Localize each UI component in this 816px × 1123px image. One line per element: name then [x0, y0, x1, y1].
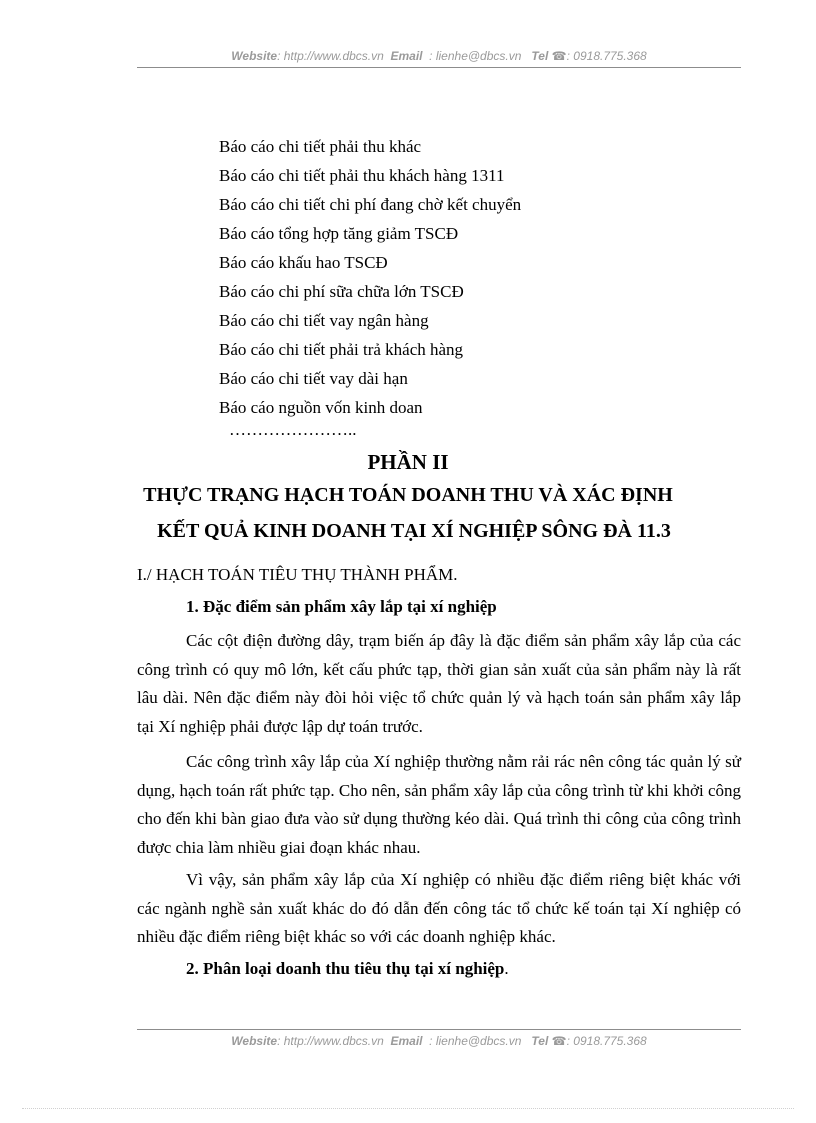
- header-email-value: : lienhe@dbcs.vn: [429, 49, 522, 63]
- list-item: Báo cáo khấu hao TSCĐ: [219, 253, 388, 272]
- list-item: Báo cáo chi phí sữa chữa lớn TSCĐ: [219, 282, 464, 301]
- section-heading: I./ HẠCH TOÁN TIÊU THỤ THÀNH PHẨM.: [137, 565, 458, 584]
- header-website-value: : http://www.dbcs.vn: [277, 49, 384, 63]
- paragraph-3: [137, 866, 741, 952]
- list-item: Báo cáo chi tiết vay dài hạn: [219, 369, 408, 388]
- header-tel-value: : 0918.775.368: [566, 49, 647, 63]
- report-list: [219, 132, 521, 422]
- page-footer: [137, 1029, 741, 1060]
- subsection-heading-1: 1. Đặc điểm sản phẩm xây lắp tại xí nghiệp: [186, 597, 497, 616]
- list-item: Báo cáo chi tiết chi phí đang chờ kết chuyển: [219, 195, 522, 214]
- footer-tel-label: Tel: [531, 1034, 549, 1048]
- header-website-label: Website: [231, 49, 278, 63]
- page-header: [137, 49, 741, 68]
- list-item: Báo cáo chi tiết vay ngân hàng: [219, 311, 429, 330]
- list-item: Báo cáo nguồn vốn kinh doan: [219, 398, 423, 417]
- footer-tel-value: : 0918.775.368: [566, 1034, 647, 1048]
- footer-email-label: Email: [390, 1034, 423, 1048]
- list-item: Báo cáo chi tiết phải trả khách hàng: [219, 340, 464, 359]
- paragraph-2: [137, 748, 741, 863]
- list-item: Báo cáo tổng hợp tăng giảm TSCĐ: [219, 224, 459, 243]
- page-bottom-divider: [22, 1108, 794, 1109]
- paragraph-1-text: Các cột điện đường dây, trạm biến áp đây là đặc điểm sản phẩm xây lắp của các công trình có quy mô lớn, kết cấu phức tạp, thời gian sản xuất của sản phẩm này là rất lâu dài. Nên đặc điểm này đòi hỏi việc tổ chức quản lý và hạch toán sản phẩm xây lắp tại Xí nghiệp phải được lập dự toán trước.: [137, 631, 741, 737]
- list-ellipsis: …………………..: [229, 420, 357, 439]
- paragraph-2-text: Các công trình xây lắp của Xí nghiệp thường nằm rải rác nên công tác quản lý sử dụng, hạch toán rất phức tạp. Cho nên, sản phẩm xây lắp của công trình từ khi khởi công cho đến khi bàn giao đưa vào sử dụng thường kéo dài. Quá trình thi công của công trình được chia làm nhiều giai đoạn khác nhau.: [137, 752, 741, 858]
- paragraph-3-text: Vì vậy, sản phẩm xây lắp của Xí nghiệp có nhiều đặc điểm riêng biệt khác với các ngành nghề sản xuất khác do đó dẫn đến công tác tổ chức kế toán tại Xí nghiệp có nhiều đặc điểm riêng biệt khác so với các doanh nghiệp khác.: [137, 870, 741, 947]
- subsection-heading-2: [186, 959, 509, 979]
- main-title-line-2: KẾT QUẢ KINH DOANH TẠI XÍ NGHIỆP SÔNG ĐÀ 11.3: [157, 520, 671, 542]
- phone-icon: ☎: [551, 49, 567, 63]
- footer-email-value: : lienhe@dbcs.vn: [429, 1034, 522, 1048]
- paragraph-1: [137, 627, 741, 742]
- main-title-line-1: THỰC TRẠNG HẠCH TOÁN DOANH THU VÀ XÁC ĐỊNH: [143, 484, 673, 506]
- footer-website-label: Website: [231, 1034, 278, 1048]
- list-item: Báo cáo chi tiết phải thu khách hàng 1311: [219, 166, 505, 185]
- part-title: PHẦN II: [367, 450, 449, 474]
- footer-website-value: : http://www.dbcs.vn: [277, 1034, 384, 1048]
- subsection-heading-2-period: .: [504, 959, 509, 978]
- subsection-heading-2-text: 2. Phân loại doanh thu tiêu thụ tại xí nghiệp: [186, 959, 505, 978]
- header-tel-label: Tel: [531, 49, 549, 63]
- list-item: Báo cáo chi tiết phải thu khác: [219, 137, 422, 156]
- header-email-label: Email: [390, 49, 423, 63]
- phone-icon: ☎: [551, 1034, 567, 1048]
